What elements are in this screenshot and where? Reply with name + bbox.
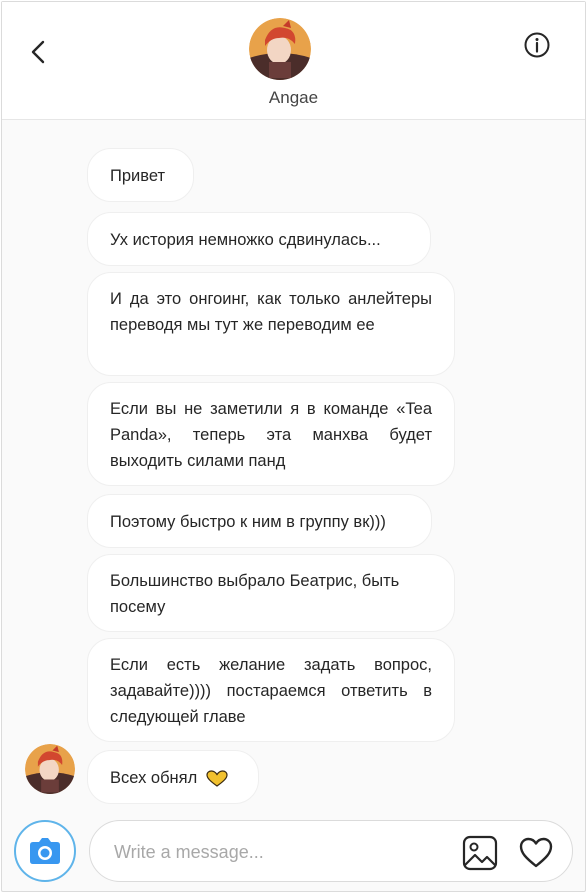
message-text: И да это онгоинг, как только анлейтеры переводя мы тут же переводим ее [110,290,432,334]
message-text: Поэтому быстро к ним в группу вк))) [110,513,386,531]
camera-button[interactable] [14,820,76,882]
message-bubble[interactable] [87,272,455,376]
message-text: Если вы не заметили я в команде «Tea Panda», теперь эта манхва будет выходить силами панд [110,400,432,470]
chat-window [1,1,586,892]
camera-icon [16,822,74,880]
sender-avatar[interactable] [25,744,75,794]
avatar-image [25,744,75,794]
message-bubble[interactable] [87,554,455,632]
message-text: Ух история немножко сдвинулась... [110,231,381,249]
yellow-heart-icon [206,770,228,788]
message-bubble[interactable] [87,750,259,804]
image-icon [462,835,498,871]
message-bubble[interactable] [87,148,194,202]
message-bubble[interactable] [87,212,431,266]
info-circle-icon [522,30,552,60]
message-text: Всех обнял [110,769,198,787]
chat-header [2,2,585,120]
message-text: Если есть желание задать вопрос, задавайте)))) постараемся ответить в следующей главе [110,656,432,726]
contact-name[interactable]: Angae [268,88,319,107]
like-button[interactable] [518,835,554,871]
message-input[interactable] [114,835,444,869]
message-text-wrap [110,765,236,791]
avatar-image [249,18,311,80]
heart-icon [518,835,554,871]
message-bubble[interactable] [87,638,455,742]
message-bubble[interactable] [87,382,455,486]
message-text: Привет [110,167,166,185]
info-button[interactable] [522,30,552,60]
message-input-box [89,820,573,882]
message-thread [2,120,585,810]
contact-avatar[interactable] [249,18,311,80]
chevron-left-icon [26,34,54,70]
message-text: Большинство выбрало Беатрис, быть посему [110,572,400,616]
gallery-button[interactable] [462,835,498,871]
message-composer [2,810,585,892]
back-button[interactable] [26,34,54,70]
message-bubble[interactable] [87,494,432,548]
